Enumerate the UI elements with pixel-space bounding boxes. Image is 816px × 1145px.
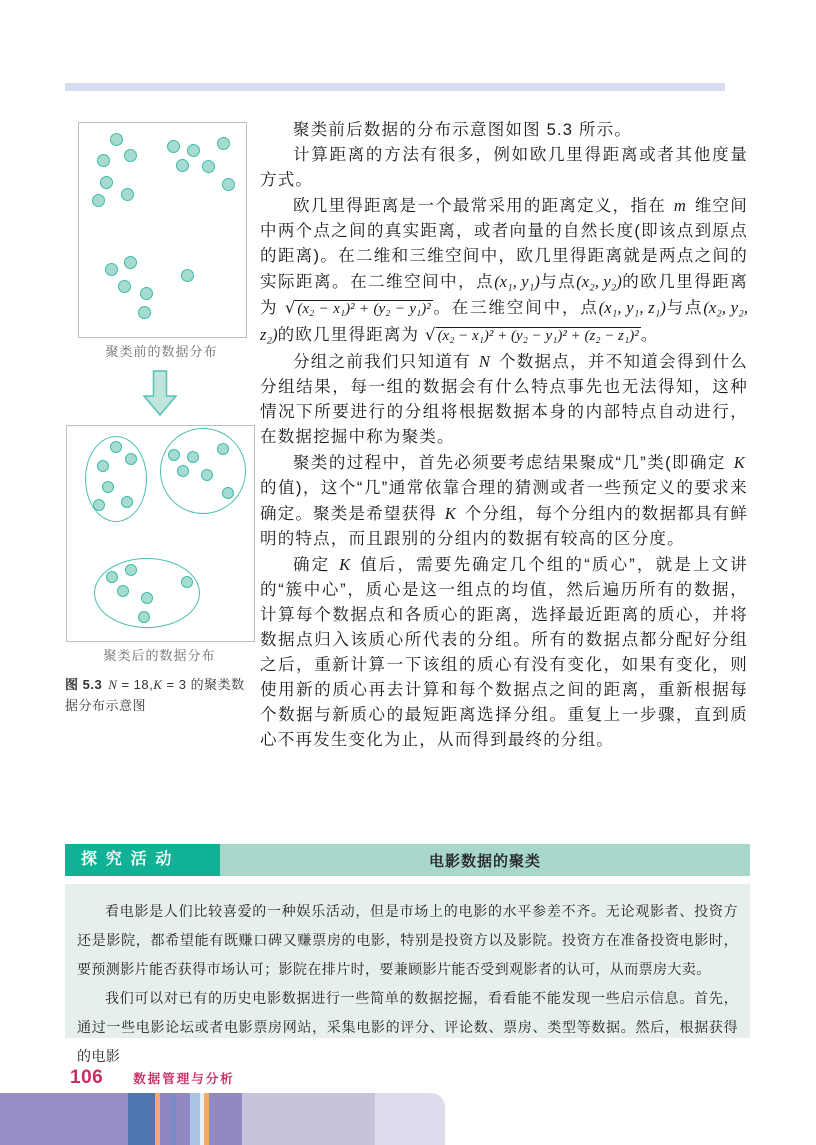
- bar-segment: [160, 1093, 171, 1145]
- data-point: [176, 159, 189, 172]
- data-point: [110, 441, 122, 453]
- data-point: [217, 137, 230, 150]
- text-run: 维空间中两个点之间的真实距离，或者向量的自然长度(即该点到原点的距离)。在二维和三维空间中，欧几里得距离就是两点之间的实际距离。在二维空间中，点: [260, 197, 749, 291]
- bar-segment: [128, 1093, 155, 1145]
- figure-5-3-panel: [65, 118, 253, 768]
- radicand: (x₂ − x₁)² + (y₂ − y₁)² + (z₂ − z₁)²: [437, 328, 639, 344]
- math-expression: (x₁, y₁, z₁): [598, 298, 666, 317]
- text-run: 欧几里得距离是一个最常采用的距离定义，指在: [293, 197, 672, 215]
- activity-title: 电影数据的聚类: [428, 852, 541, 870]
- data-point: [181, 269, 194, 282]
- body-paragraph: [240, 193, 748, 349]
- data-point: [110, 133, 123, 146]
- text-run: 聚类的过程中，首先必须要考虑结果聚成“几”类(即确定: [293, 454, 732, 472]
- bar-segment: [190, 1093, 200, 1145]
- activity-paragraph: 我们可以对已有的历史电影数据进行一些简单的数据挖掘，看看能不能发现一些启示信息。首先，通过一些电影论坛或者电影票房网站，采集电影的评分、评论数、票房、类型等数据。然后，根据获得的电影: [77, 990, 738, 1064]
- data-point: [124, 256, 137, 269]
- figure-label: [65, 674, 255, 716]
- radical-sign: √: [425, 325, 436, 344]
- math-variable: K: [339, 555, 352, 574]
- bar-segment: [0, 1093, 128, 1145]
- data-point: [106, 571, 118, 583]
- data-point: [118, 280, 131, 293]
- math-variable: N: [478, 352, 492, 371]
- text-run: 个数据点，并不知道会得到什么分组结果，每一组的数据会有什么特点事先也无法得知，这种情况下所要进行的分组将根据数据本身的内部特点自动进行，在数据挖掘中称为聚类。: [260, 353, 748, 446]
- data-point: [177, 465, 189, 477]
- text-run: 个分组，每个分组内的数据都具有鲜明的特点，而且跟别的分组内的数据有较高的区分度。: [260, 505, 748, 548]
- figure-after-caption: 聚类后的数据分布: [103, 648, 216, 663]
- bar-segment: [209, 1093, 242, 1145]
- math-variable: m: [673, 196, 687, 215]
- text-run: 。: [640, 326, 659, 344]
- data-point: [202, 160, 215, 173]
- data-point: [187, 451, 199, 463]
- data-point: [125, 564, 137, 576]
- body-paragraphs: [240, 118, 748, 753]
- data-point: [102, 481, 114, 493]
- bar-segment: [375, 1093, 445, 1145]
- text-run: 与点: [665, 299, 704, 317]
- figure-before-caption: 聚类前的数据分布: [105, 344, 218, 359]
- main-text-column: [65, 118, 749, 768]
- page-footer: [70, 1066, 235, 1090]
- data-point: [93, 499, 105, 511]
- data-point: [117, 585, 129, 597]
- figure-caption-text-2: = 3 的聚类数据分布示意图: [65, 677, 245, 713]
- figure-after-clustering: [66, 425, 255, 642]
- data-point: [105, 263, 118, 276]
- data-point: [92, 194, 105, 207]
- data-point: [181, 576, 193, 588]
- bar-segment: [242, 1093, 375, 1145]
- data-point: [217, 443, 229, 455]
- figure-caption-var-k: K: [153, 677, 163, 692]
- text-run: 。在三维空间中，点: [432, 299, 599, 317]
- body-paragraph: [240, 118, 748, 143]
- math-variable: K: [444, 504, 458, 523]
- math-variable: K: [733, 453, 746, 472]
- data-point: [168, 449, 180, 461]
- sqrt-expression: [425, 326, 641, 344]
- data-point: [97, 154, 110, 167]
- text-run: 计算距离的方法有很多，例如欧几里得距离或者其他度量方式。: [260, 146, 748, 189]
- data-point: [100, 176, 113, 189]
- data-point: [138, 306, 151, 319]
- activity-paragraph: 看电影是人们比较喜爱的一种娱乐活动，但是市场上的电影的水平参差不齐。无论观影者、投资方还是影院，都希望能有既赚口碑又赚票房的电影，特别是投资方以及影院。投资方在准备投资电影时，要预测影片能否获得市场认可；影院在排片时，要兼顾影片能否受到观影者的认可，从而票房大卖。: [77, 903, 738, 977]
- text-run: 分组之前我们只知道有: [293, 353, 477, 371]
- down-arrow-icon: [143, 370, 177, 416]
- activity-tag: 探究活动: [65, 844, 220, 876]
- text-run: 的欧几里得距离为: [260, 273, 749, 317]
- body-paragraph: [240, 552, 748, 753]
- data-point: [140, 287, 153, 300]
- sqrt-expression: [285, 299, 433, 317]
- data-point: [124, 149, 137, 162]
- bottom-decoration-bar: [0, 1093, 816, 1145]
- math-expression: (x₂, y₂, z₂): [260, 298, 748, 344]
- data-point: [167, 140, 180, 153]
- data-point: [141, 592, 153, 604]
- text-run: 确定: [293, 556, 338, 574]
- bar-segment: [176, 1093, 190, 1145]
- figure-number: 图 5.3: [65, 677, 103, 692]
- text-run: 的值)，这个“几”通常依靠合理的猜测或者一些预定义的要求来确定。聚类是希望获得: [260, 479, 748, 523]
- text-run: 聚类前后数据的分布示意图如图 5.3 所示。: [293, 121, 633, 139]
- book-title: 数据管理与分析: [133, 1072, 235, 1086]
- text-run: 的欧几里得距离为: [277, 326, 426, 344]
- body-paragraph: [240, 450, 748, 552]
- text-run: 与点: [539, 273, 577, 291]
- data-point: [222, 178, 235, 191]
- data-point: [222, 487, 234, 499]
- data-point: [125, 453, 137, 465]
- math-expression: (x₁, y₁): [494, 272, 540, 291]
- body-paragraph: [240, 143, 748, 193]
- body-paragraph: [240, 349, 748, 450]
- top-rule: [65, 83, 725, 91]
- activity-header: [65, 844, 750, 876]
- data-point: [97, 460, 109, 472]
- activity-body: [65, 884, 750, 1064]
- figure-caption-var-n: N: [108, 677, 118, 692]
- data-point: [201, 469, 213, 481]
- math-expression: (x₂, y₂): [576, 272, 622, 291]
- text-run: 值后，需要先确定几个组的“质心”，就是上文讲的“簇中心”，质心是这一组点的均值，然后遍历所有的数据，计算每个数据点和各质心的距离，选择最近距离的质心，并将数据点归入该质心所代表的分组。所有的数据点都分配好分组之后，重新计算一下该组的质心有没有变化，如果有变化，则使用新的质心再去计算和每个数据点之间的距离，重新根据每个数据与新质心的最短距离选择分组。重复上一步骤，直到质心不再发生变化为止，从而得到最终的分组。: [260, 556, 748, 749]
- radicand: (x₂ − x₁)² + (y₂ − y₁)²: [297, 301, 431, 317]
- data-point: [138, 611, 150, 623]
- page-number: 106: [70, 1067, 104, 1088]
- data-point: [121, 496, 133, 508]
- data-point: [187, 144, 200, 157]
- activity-title-bar: [220, 844, 750, 876]
- radical-sign: √: [284, 298, 296, 317]
- figure-caption-text-1: = 18,: [117, 677, 154, 692]
- figure-before-clustering: [78, 122, 247, 338]
- data-point: [121, 188, 134, 201]
